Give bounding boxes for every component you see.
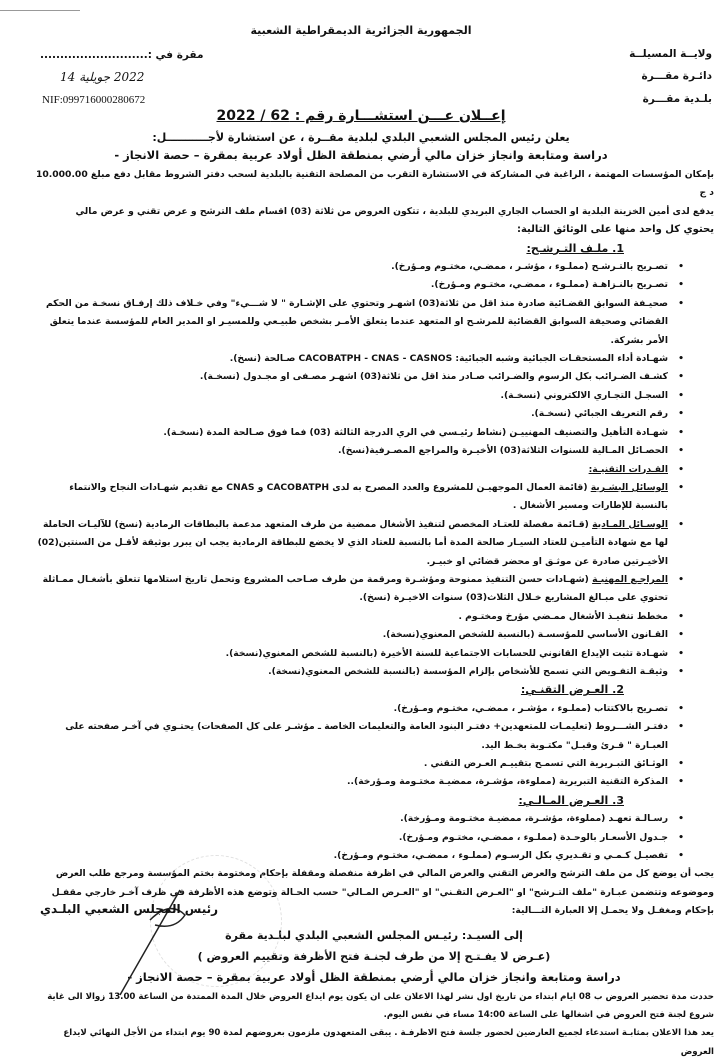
section-heading: • القـدرات التقنيـة: [34, 461, 668, 479]
list-item: • تفصيـل كـمـي و تقـديري بكل الرسـوم (مملـوء ، ممضـي، مختـوم ومـؤرخ). [34, 847, 668, 865]
candidacy-list [34, 258, 714, 681]
place-date: مقرة في :........................... [40, 49, 204, 61]
list-item: • المراجـع المهنيـة (شهـادات حسن التنفيذ ممنوحة ومؤشـرة ومرقمة من طرف صـاحب المشروع وتحمل تاريخ استلامها تتعلق بأشغـال ممـاثلة تحتوي على مبـالغ المشاريع خـلال الثلاث(03) سنوات الاخيـرة (نسخ). [34, 571, 668, 608]
list-item: • شهـادة أداء المستحقـات الجبائية وشبه الجبائية: CACOBATPH - CNAS - CASNOS صـالحة (نسخ). [34, 350, 668, 368]
envelope-subject: دراسة ومتابعة وانجاز خزان مالي أرضي بمنطقة الظل أولاد عربية بمقرة – حصة الانجاز - [127, 969, 621, 984]
section-title: 2. العـرض التقنـي: [520, 683, 624, 697]
list-item: • كشـف الضـرائب بكل الرسوم والضـرائب صـادر منذ اقل من ثلاثة(03) اشهـر مصـفى او مجـدول (نسخـة). [34, 368, 668, 386]
signatory-title: رئيس المجلس الشعبي البلـدي [40, 902, 219, 916]
envelope-instructions: يجب أن يوضع كل من ملف الترشح والعرض التقني والعرض المالي في اظرفة منفصلة ومقفلة بإحكام ومختومة بختم المؤسسة ومرجع طلب العرض وموضوعه وتتضمن عبـارة "ملف التـرشح" او "العـرض التقـني" او "العـرض المـالي" حسب الحـالة وتوضع هذه الأظرفة في ظرف آخـر خارجي مقفـل بإحكام ومغفـل ولا يحمـل إلا العبارة التـــالية: [51, 868, 714, 917]
wilaya-label: ولايــة المسيلــة [629, 48, 712, 60]
announce-line: يعلن رئيس المجلس الشعبي البلدي لبلدية مقــرة ، عن استشارة لأجـــــــــــل: [152, 131, 570, 144]
republic-heading: الجمهورية الجزائرية الديمقراطية الشعبية [250, 24, 472, 37]
nif-number: NIF:099716000280672 [42, 94, 146, 106]
daira-label: دائـرة مقـــرة [641, 70, 712, 82]
list-item: • الحصـائل المـالية للسنوات الثلاثة(03) الأخيـرة والمراجع المصـرفية(نسخ). [34, 442, 668, 460]
list-item: • جـدول الأسعـار بالوحـدة (مملـوء ، ممضـي، مختـوم ومـؤرخ). [34, 829, 668, 847]
list-item: • وثيقـة التفـويض التي تسمح للأشخاص بإلزام المؤسسة (بالنسبة للشخص المعنوي(نسخة). [34, 663, 668, 681]
intro-line: بإمكان المؤسسات المهتمة ، الراغبة في المشاركة في الاستشارة التقرب من المصلحة التقنية بالبلدية لسحب دفتر الشروط مقابل دفع مبلغ 10.000.00 د ج [35, 169, 714, 199]
list-item: • تصـريح بالتـرشـح (مملـوء ، مؤشـر ، ممضـي، مختـوم ومـؤرخ). [34, 258, 668, 276]
technical-offer-list [34, 700, 714, 792]
list-item: • رقم التعريف الجبائي (نسخـة). [34, 405, 668, 423]
list-item: • السجـل التجـاري الالكتروني (نسخـة). [34, 387, 668, 405]
list-item: • رسـالـة تعهـد (مملوءة، مؤشـرة، ممضيـة مختـومة ومـؤرخة). [34, 810, 668, 828]
list-item: • المذكرة التقنية التبريرية (مملوءة، مؤشـرة، ممضيـة مختـومة ومـؤرخة).. [34, 773, 668, 791]
list-item: • شهـادة تثبت الإيداع القانوني للحسابات الاجتماعية للسنة الأخيرة (بالنسبة للشخص المعنوي(نسخة). [34, 645, 668, 663]
deadline-text: حددت مدة تحضير العروض ب 08 ايام ابتداء من تاريخ اول نشر لهذا الاعلان على ان يكون يوم ايداع العروض خلال المدة الممتدة من الساعة 13.00 زوالا الى غاية شروع لجنة فتح العروض في اشغالها على الساعة 14:00 مساء في نفس اليوم. [47, 991, 714, 1021]
intro-line: يحتوي كل واحد منها على الوثائق التالية: [516, 224, 714, 236]
list-item: • مخطط تنفيـذ الأشغال ممـضي مؤرخ ومختـوم . [34, 608, 668, 626]
list-item: • الوسائل البشـرية (قائمة العمال الموجهيـن للمشروع والعدد المصرح به لدى CACOBATPH و CNAS مع تقديم شهـادات النجاح والانتماء بالنسبة للإطارات ومسير الأشغال . [34, 479, 668, 516]
list-item: • الوسـائل المـادية (قـائمة مفصلة للعتـاد المخصص لتنفيذ الأشغال ممضية من طرف المتعهد مدعمة بالبطاقات الرمادية (نسخ) للآليـات الحاملة لها مع شهادة التأميـن للعتاد السيـار صالحة المدة أما بالنسبة للعتاد الذي لا يخضع للبطاقة الرمادية يجب ان يبرر بوثيقة لأقـل من السنتين(02) الأخيـرتين صادرة عن موثـق او محضر قضائي او خبيـر. [34, 516, 668, 571]
list-item: • تصـريح بالاكتتاب (مملـوء ، مؤشـر ، ممضـي، مختـوم ومـؤرخ). [34, 700, 668, 718]
list-item: • القـانون الأساسي للمؤسسـة (بالنسبة للشخص المعنوي(نسخة). [34, 626, 668, 644]
list-item: • شهـادة التأهيل والتصنيف المهنييـن (نشاط رئيـسي في الري الدرجة الثالثة (03) فما فوق صـالحة المدة (نسخـة). [34, 424, 668, 442]
list-item: • دفتـر الشـــروط (تعليمـات للمتعهدين+ دفتـر البنود العامة والتعليمات الخاصة ـ مؤشـر على كل الصفحات) يحتـوي في آخـر صفحته على العبـارة " قـرئ وقبـل" مكتـوبة بخـط اليد. [34, 718, 668, 755]
validity-text: يعد هذا الاعلان بمثابـة استدعاء لجميع العارضين لحضور جلسة فتح الاظرفـة . يبقى المتعهدون ملزمون بعروضهم لمدة 90 يوم ابتداء من الأجل النهائي لايداع العروض [63, 1028, 714, 1057]
title-text: إعــلان عـــن استشـــارة رقم : 62 / 2022 [216, 108, 506, 124]
list-item: • صحيـفة السوابق القضـائية صادرة منذ اقل من ثلاثة(03) اشهـر وتحتوي على الإشـارة " لا شـــيء" وفي خـلاف ذلك إرفـاق نسخـة من الحكم القضائي وصحيفة السوابق القضائية للمرشـح او المتعهد عندما يتعلق الأمـر بشخص طبيـعي وللمسيـر او المدير العام للمؤسسة عندما يتعلق الأمر بشركة. [34, 295, 668, 350]
section-title: 3. العـرض المـالـي: [518, 793, 624, 807]
envelope-note: (عـرض لا يفـتـح إلا من طرف لجنـة فتح الأظرفة وتقييم العروض ) [197, 949, 551, 963]
intro-line: يدفع لدى أمين الخزينة البلدية او الحساب الجاري البريدي للبلدية ، تتكون العروض من ثلاثة (03) اقسام ملف الترشح و عرض تقني و عرض مالي [75, 205, 714, 217]
financial-offer-list [34, 810, 714, 865]
envelope-to: إلى السيـد: رئيـس المجلس الشعبي البلدي لبلـدية مقرة [225, 928, 523, 942]
subject-line: دراسة ومتابعة وانجاز خزان مالي أرضي بمنطقة الظل أولاد عربية بمقرة – حصة الانجاز - [114, 148, 608, 162]
baladia-label: بلـدية مقـــرة [642, 93, 712, 105]
scan-mark [0, 10, 80, 11]
signature-scribble [110, 880, 200, 1000]
page-title [0, 108, 722, 124]
list-item: • تصـريح بالنـزاهـة (مملـوء ، ممضـي، مختـوم ومـؤرخ). [34, 276, 668, 294]
section-title: 1. ملـف التـرشـح: [526, 241, 624, 255]
list-item: • الوثـائق التبـريرية التي تسمـح بتقييـم العـرض التقني . [34, 755, 668, 773]
handwritten-date: 2022 جويلية 14 [60, 70, 145, 84]
